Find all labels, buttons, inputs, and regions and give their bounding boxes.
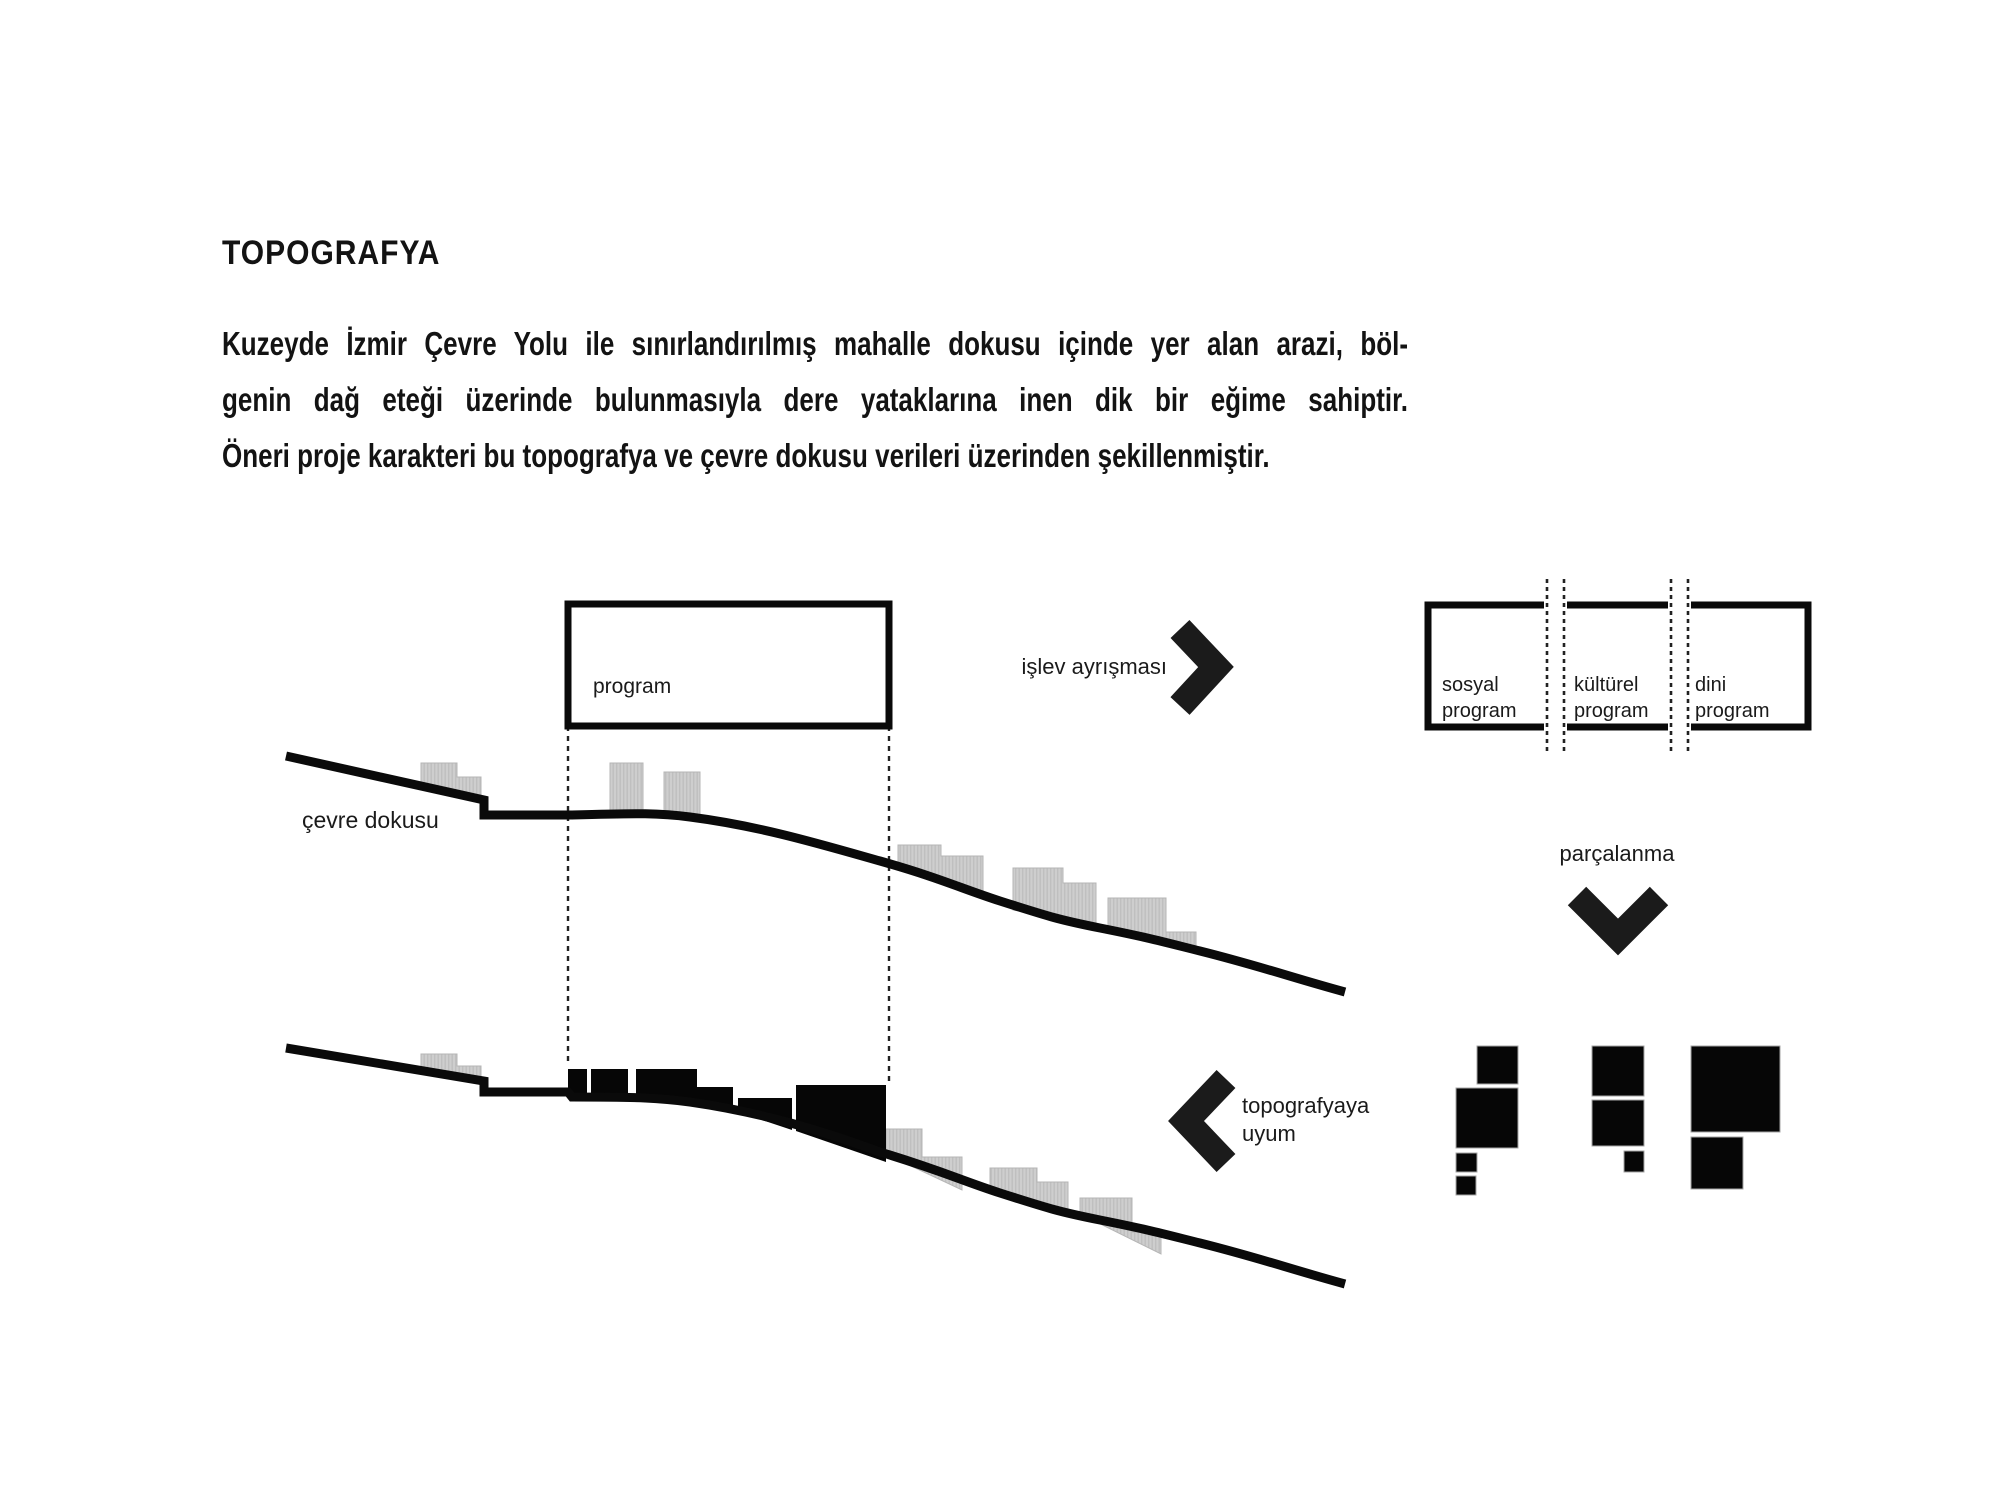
chevron-down-icon — [1577, 896, 1659, 937]
step2 — [1560, 841, 1676, 937]
program-box — [568, 604, 889, 726]
context-building — [610, 763, 643, 816]
intro-line-1: Kuzeyde İzmir Çevre Yolu ile sınırlandırılmış mahalle dokusu içinde yer alan arazi, böl- — [222, 323, 1408, 363]
massing-square-dini — [1691, 1137, 1743, 1189]
step1-label: işlev ayrışması — [1021, 654, 1167, 679]
segment-sosyal-line2: program — [1442, 700, 1517, 722]
intro-line-2: genin dağ eteği üzerinde bulunmasıyla dere yataklarına inen dik bir eğime sahiptir. — [222, 379, 1408, 419]
segment-dini-line1: dini — [1695, 674, 1727, 696]
segmented-program-box — [1428, 579, 1808, 753]
step3-label-line2: uyum — [1242, 1121, 1296, 1146]
massing-square-kulturel — [1592, 1100, 1644, 1146]
chevron-right-icon — [1180, 629, 1216, 706]
massing-square-kulturel — [1592, 1046, 1644, 1096]
massing-squares — [1456, 1046, 1780, 1195]
segment-dini-line2: program — [1695, 700, 1770, 722]
segment-kulturel-line2: program — [1574, 700, 1649, 722]
intro-line-3: Öneri proje karakteri bu topografya ve çevre dokusu verileri üzerinden şekillenmiştir. — [222, 435, 1270, 475]
massing-square-sosyal — [1456, 1153, 1477, 1172]
top-section — [286, 604, 1345, 992]
massing-square-sosyal — [1456, 1088, 1518, 1148]
massing-square-sosyal — [1456, 1176, 1476, 1195]
context-label: çevre dokusu — [302, 807, 439, 833]
segment-kulturel-line1: kültürel — [1574, 674, 1639, 696]
step2-label: parçalanma — [1559, 841, 1675, 866]
step3 — [1186, 1079, 1370, 1163]
terrain-line-bottom — [286, 1048, 1345, 1284]
step1 — [1022, 629, 1216, 706]
massing-square-dini — [1691, 1046, 1780, 1132]
step3-label-line1: topografyaya — [1242, 1093, 1370, 1118]
massing-square-kulturel — [1624, 1151, 1644, 1172]
segment-sosyal-line1: sosyal — [1442, 674, 1499, 696]
page-title: TOPOGRAFYA — [222, 234, 441, 272]
bottom-section — [286, 1048, 1345, 1284]
terrain-line-top — [286, 756, 1345, 992]
chevron-left-icon — [1186, 1079, 1226, 1163]
context-building — [664, 772, 700, 817]
program-box-label: program — [593, 675, 672, 698]
massing-square-sosyal — [1477, 1046, 1518, 1084]
